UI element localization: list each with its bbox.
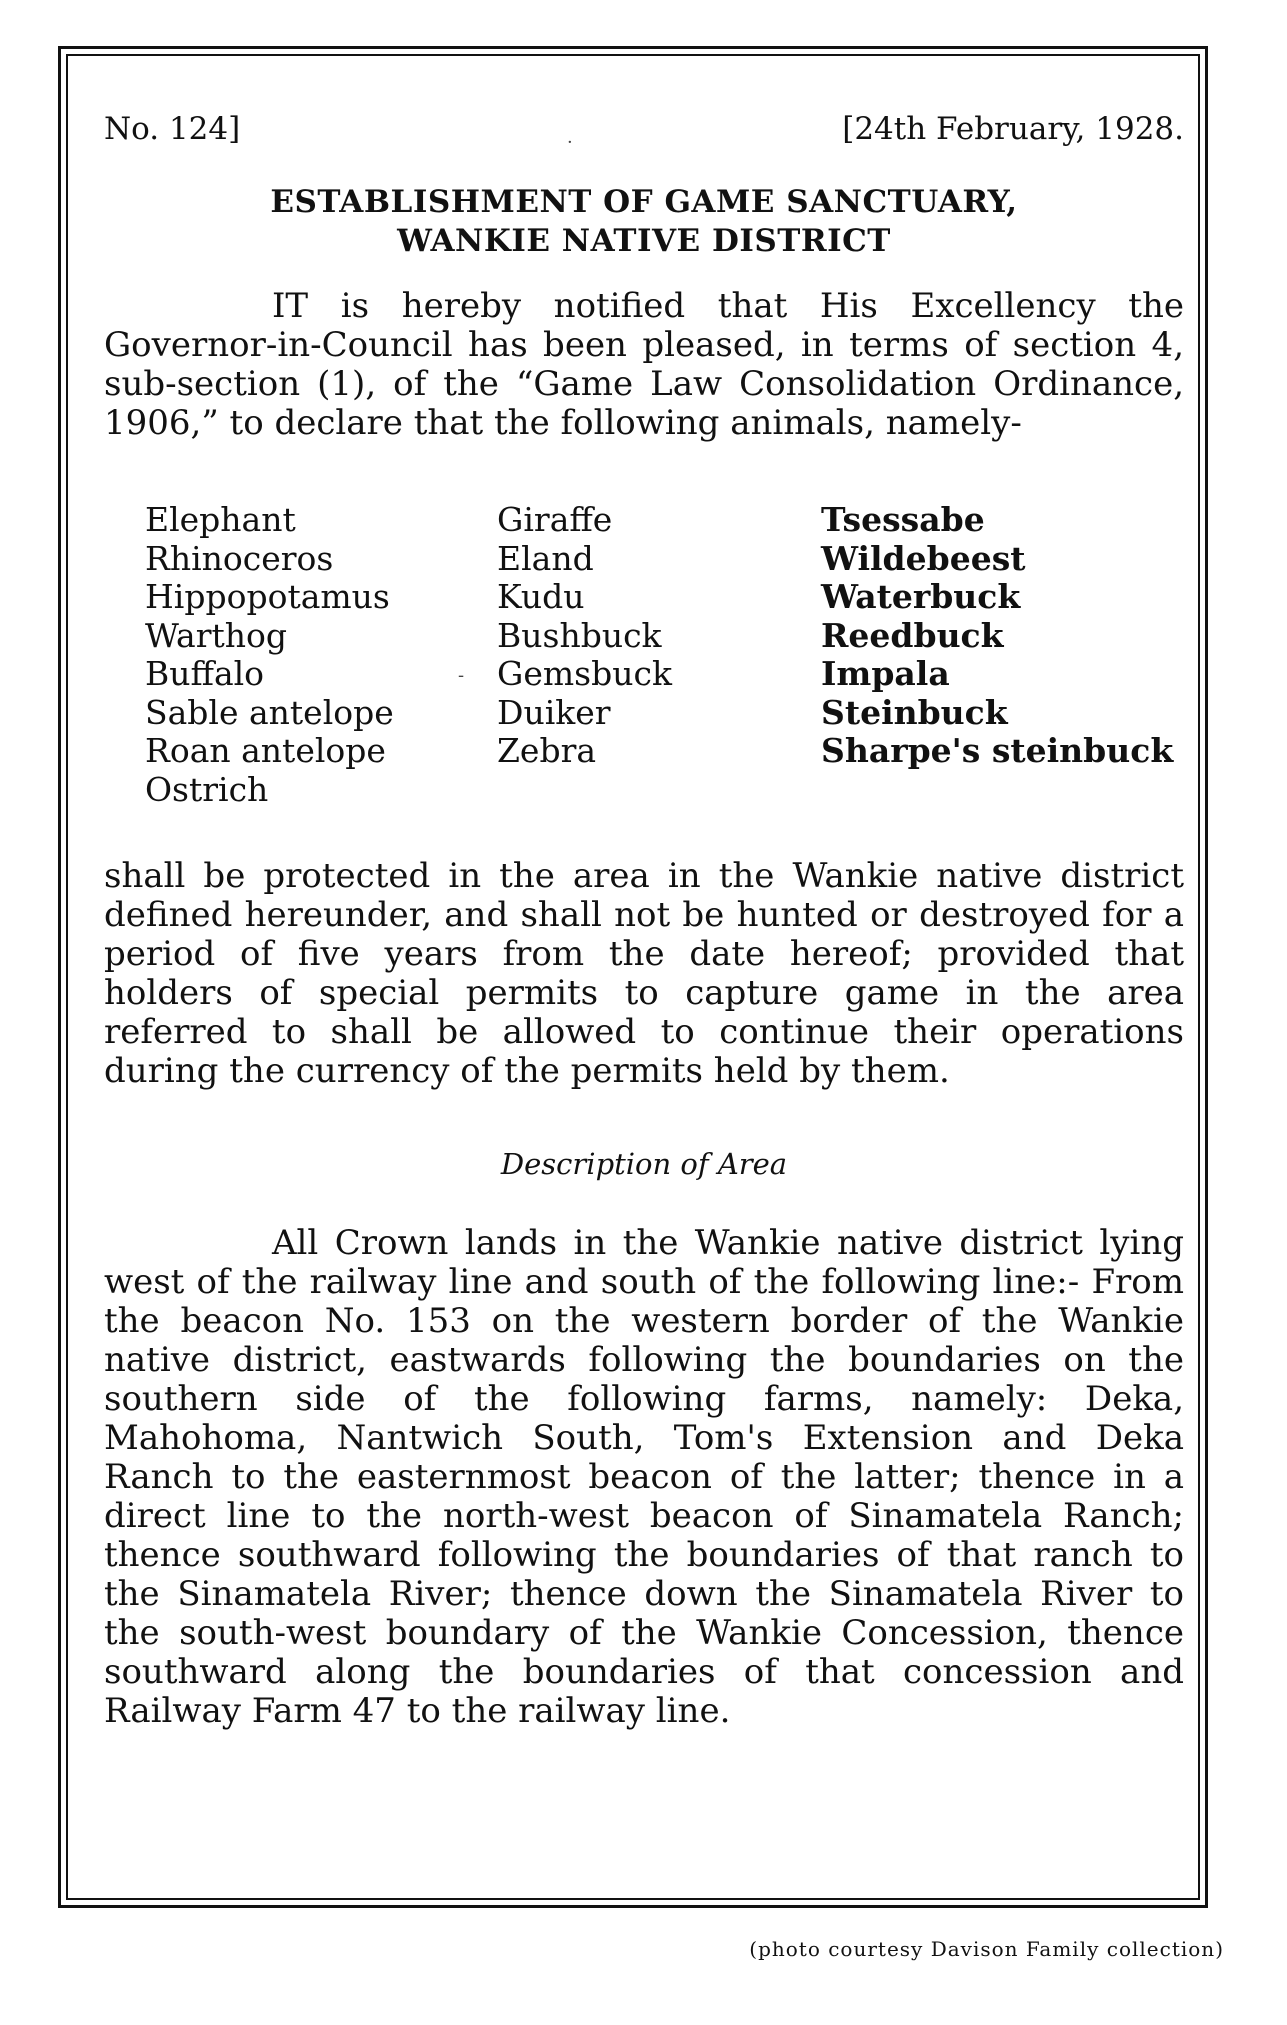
animal-item: Elephant: [145, 500, 296, 539]
animal-item: Tsessabe: [821, 500, 985, 539]
animal-item: Duiker: [497, 692, 611, 732]
area-description-paragraph: All Crown lands in the Wankie native district lying west of the railway line and south of the following line:- From the beacon No. 153 on the western border of the Wankie native district, eastwards following the boundaries on the southern side of the following farms, namely: Deka, Mahohoma, Nantwich South, Tom's Extension and Deka Ranch to the easternmost beacon of the latter; thence in a direct line to the north-west beacon of Sinamatela Ranch; thence southward following the boundaries of that ranch to the Sinamatela River; thence down the Sinamatela River to the south-west boundary of the Wankie Concession, thence southward along the boundaries of that concession and Railway Farm 47 to the railway line.: [104, 1223, 1184, 1731]
animal-item: Gemsbuck: [497, 654, 672, 693]
section-title: Description of Area: [500, 1147, 788, 1181]
animal-column-2: [497, 501, 821, 809]
animal-column-3: [821, 500, 1174, 809]
title-line-1: ESTABLISHMENT OF GAME SANCTUARY,: [270, 184, 1018, 220]
animal-item: Ostrich: [145, 769, 269, 809]
animal-item: Warthog: [145, 615, 288, 655]
animal-item: Buffalo: [145, 654, 265, 693]
scan-speck: ·: [567, 132, 573, 153]
animal-item: Giraffe: [497, 500, 613, 539]
animal-item: Sable antelope: [145, 692, 394, 732]
animal-item: Hippopotamus: [145, 577, 390, 616]
animal-item: Roan antelope: [145, 731, 386, 770]
intro-paragraph: IT is hereby notified that His Excellency the Governor-in-Council has been pleased, in terms of section 4, sub-section (1), of the “Game Law Consolidation Ordinance, 1906,” to declare that the following animals, namely-: [104, 286, 1184, 443]
animal-column-1: [145, 501, 497, 809]
scan-speck: -: [458, 665, 465, 686]
title-line-2: WANKIE NATIVE DISTRICT: [397, 223, 891, 259]
animal-item: Kudu: [497, 577, 585, 616]
animal-item: Sharpe's steinbuck: [821, 731, 1174, 770]
animal-item: Steinbuck: [821, 692, 1008, 732]
notice-number: No. 124]: [104, 111, 241, 147]
animal-item: Zebra: [497, 731, 597, 770]
protection-paragraph: shall be protected in the area in the Wankie native district defined hereunder, and shall not be hunted or destroyed for a period of five years from the date hereof; provided that holders of special permits to capture game in the area referred to shall be allowed to continue their operations during the currency of the permits held by them.: [104, 856, 1184, 1091]
animal-item: Reedbuck: [821, 615, 1004, 655]
animal-item: Eland: [497, 538, 594, 578]
protected-animals-list: [145, 501, 1184, 809]
animal-item: Wildebeest: [821, 538, 1026, 578]
animal-item: Bushbuck: [497, 615, 662, 655]
animal-item: Waterbuck: [821, 577, 1021, 616]
notice-date: [24th February, 1928.: [842, 111, 1184, 147]
photo-credit: (photo courtesy Davison Family collection): [749, 1937, 1224, 1961]
notice-title: [104, 183, 1184, 261]
animal-item: Rhinoceros: [145, 538, 334, 578]
animal-item: Impala: [821, 654, 950, 693]
notice-content: [104, 110, 1184, 1731]
notice-header: [104, 110, 1184, 149]
